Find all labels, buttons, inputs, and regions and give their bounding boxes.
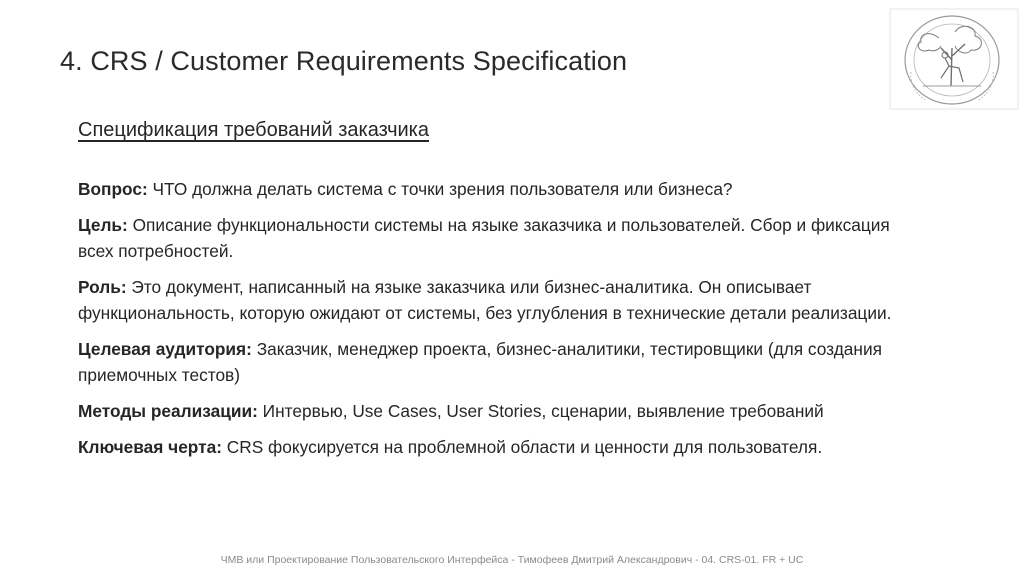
item-text: Заказчик, менеджер проекта, бизнес-аналитики, тестировщики (для создания приемочных тестов)	[78, 339, 882, 385]
item-label: Ключевая черта:	[78, 437, 222, 457]
slide-footer: ЧМВ или Проектирование Пользовательского Интерфейса - Тимофеев Дмитрий Александрович - 04. CRS-01. FR + UC	[220, 554, 804, 566]
question-item	[78, 176, 928, 202]
item-text: Описание функциональности системы на языке заказчика и пользователей. Сбор и фиксация всех потребностей.	[78, 215, 890, 261]
item-label: Роль:	[78, 277, 127, 297]
key-feature-item	[78, 434, 928, 460]
methods-item	[78, 398, 928, 424]
item-label: Методы реализации:	[78, 401, 258, 421]
role-item	[78, 274, 928, 326]
item-label: Целевая аудитория:	[78, 339, 252, 359]
section-subtitle: Спецификация требований заказчика	[78, 119, 429, 141]
audience-item	[78, 336, 928, 388]
goal-item	[78, 212, 928, 264]
slide-title: 4. CRS / Customer Requirements Specification	[60, 46, 628, 76]
item-label: Вопрос:	[78, 179, 148, 199]
university-logo-icon	[889, 8, 1019, 110]
item-label: Цель:	[78, 215, 128, 235]
item-text: ЧТО должна делать система с точки зрения пользователя или бизнеса?	[147, 179, 733, 199]
item-text: CRS фокусируется на проблемной области и ценности для пользователя.	[221, 437, 823, 457]
content-body	[78, 176, 928, 470]
item-text: Это документ, написанный на языке заказчика или бизнес-аналитика. Он описывает функциональность, которую ожидают от системы, без углубления в технические детали реализации.	[78, 277, 892, 323]
item-text: Интервью, Use Cases, User Stories, сценарии, выявление требований	[257, 401, 824, 421]
